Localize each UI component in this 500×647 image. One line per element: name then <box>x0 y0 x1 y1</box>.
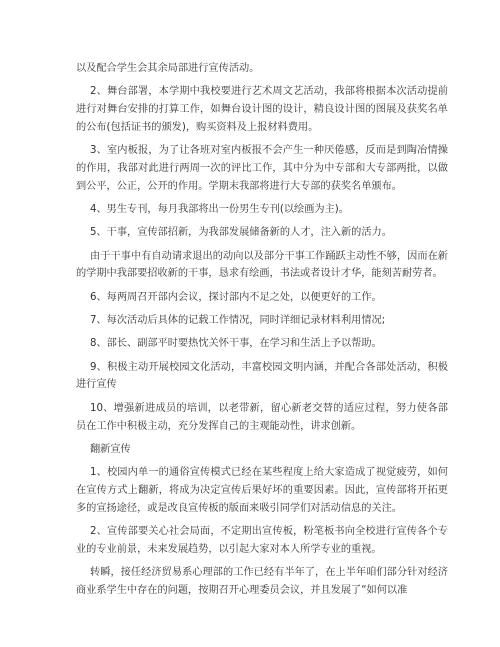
paragraph-4: 4、男生专刊，每月我部将出一份男生专刊(以绘画为主)。 <box>90 204 349 216</box>
paragraph-10: 9、积极主动开展校园文化活动，丰富校园文明内涵，并配合各部处活动，积极进行宣传 <box>76 361 448 391</box>
paragraph-2: 2、舞台部署，本学期中我校要进行艺术周文艺活动，我部将根据本次活动提前进行对舞台安排的打算工作，如舞台设计图的设计，精良设计图的图展及获奖名单的公布(包括证书的颁发)，购买资料及上报材料费用。 <box>76 86 448 133</box>
paragraph-7: 6、每两周召开部内会议，探讨部内不足之处，以便更好的工作。 <box>90 291 382 303</box>
paragraph-13: 2、宣传部要关心社会局面，不定期出宣传板，粉笔板书向全校进行宣传各个专业的专业前景，未来发展趋势，以引起大家对本人所学专业的重视。 <box>76 526 448 555</box>
paragraph-12: 1、校园内单一的通俗宣传模式已经在某些程度上给大家造成了视觉疲劳，如何在宣传方式上翻新，将成为决定宣传后果好坏的重要因素。因此，宣传部将开拓更多的宣扬途径，或是改良宣传板的版面来吸引同学们对活动信息的关注。 <box>76 467 448 514</box>
paragraph-8: 7、每次活动后具体的记载工作情况，同时详细记录材料利用情况; <box>90 315 386 327</box>
paragraph-14: 转瞬，接任经济贸易系心理部的工作已经有半年了，在上半年咱们部分针对经济商业系学生中存在的问题，按期召开心理委员会议，并且发展了“如何以准 <box>76 567 448 596</box>
paragraph-5: 5、干事，宣传部招新，为我部发展储备新的人才，注入新的活力。 <box>90 227 392 239</box>
paragraph-11: 10、增强新进成员的培训，以老带新，留心新老交替的适应过程，努力使各部员在工作中积极主动，充分发挥自己的主观能动性，讲求创新。 <box>76 402 448 432</box>
paragraph-6: 由于干事中有自动请求退出的动向以及部分干事工作踊跃主动性不够，因而在新的学期中我部要招收新的干事，恳求有绘画，书法或者设计才华，能刻苦耐劳者。 <box>76 250 448 280</box>
paragraph-3: 3、室内板报，为了让各班对室内板报不会产生一种厌倦感，反而是到陶冶情操的作用，我部对此进行两周一次的评比工作，其中分为中专部和大专部两批，以做到公平，公正，公开的作用。学期末我部将进行大专部的获奖名单颁布。 <box>76 145 448 192</box>
paragraph-1: 以及配合学生会其余局部进行宣传活动。 <box>76 63 260 74</box>
paragraph-9: 8、部长、副部平时要热忱关怀干事，在学习和生活上予以帮助。 <box>90 338 382 350</box>
section-heading: 翻新宣传 <box>90 443 131 455</box>
